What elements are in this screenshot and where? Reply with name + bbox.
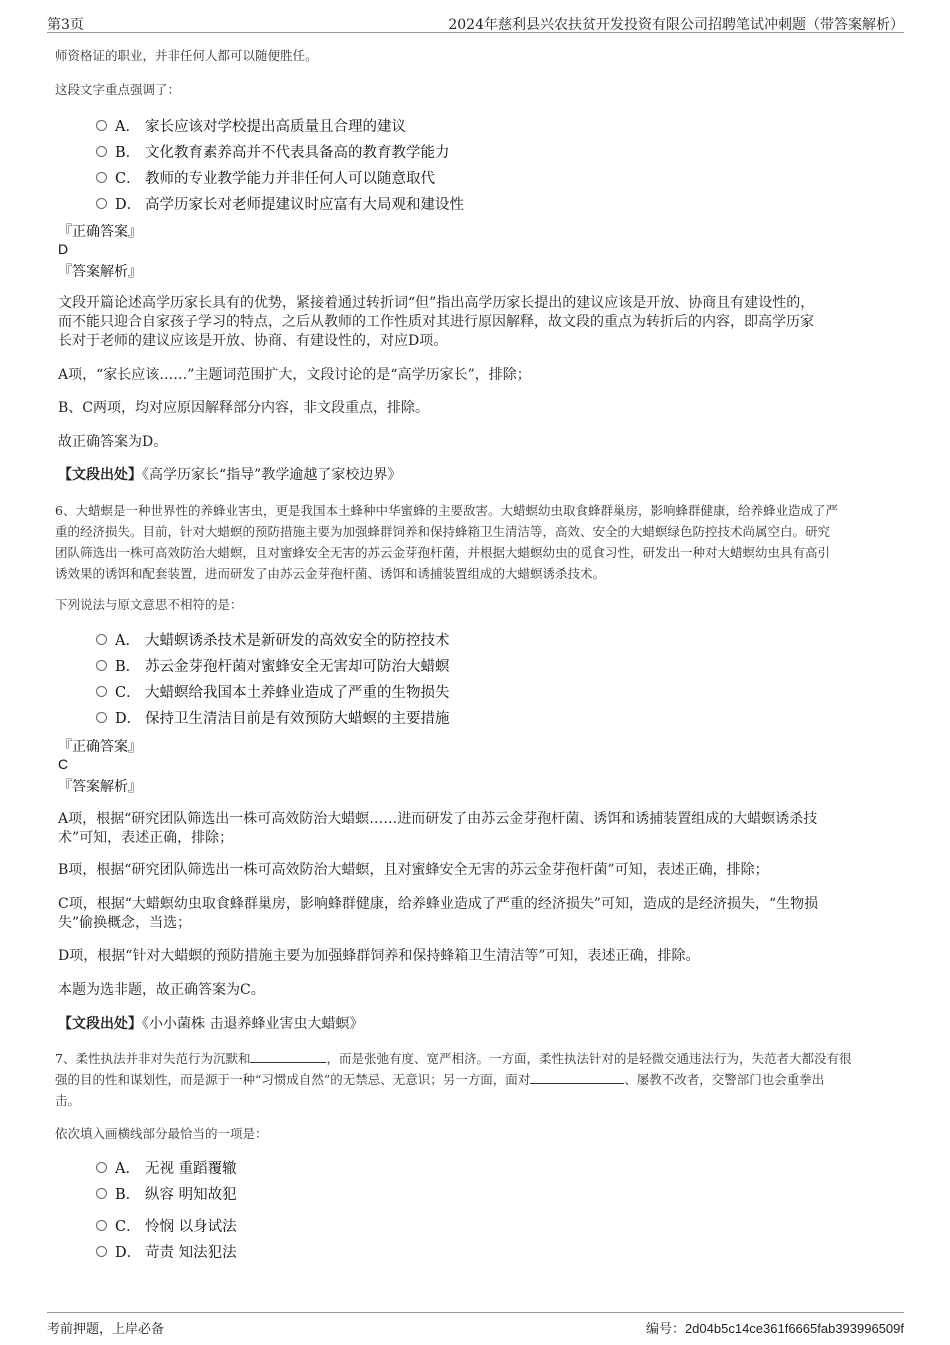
answer-label: 『正确答案』 (58, 739, 142, 755)
document-title: 2024年慈利县兴农扶贫开发投资有限公司招聘笔试冲刺题（带答案解析） (448, 17, 904, 33)
analysis-label: 『答案解析』 (58, 264, 142, 280)
radio-icon[interactable] (96, 660, 107, 671)
analysis-text: 文段开篇论述高学历家长具有的优势，紧接着通过转折词“但”指出高学历家长提出的建议应该是开放、协商且有建设性的， 而不能只迎合自家孩子学习的特点，之后从教师的工作性质对其进行原因解释，故文段的重点为转折后的内容，即高学历家 长对于老师的建议应该是开放、协商、有建设性的，对应D项。 (58, 295, 815, 349)
question-passage: 6、大蜡螟是一种世界性的养蜂业害虫，更是我国本土蜂种中华蜜蜂的主要敌害。大蜡螟幼虫取食蜂群巢房，影响蜂群健康，给养蜂业造成了严 重的经济损失。目前，针对大蜡螟的预防措施主要为加强蜂群饲养和保持蜂箱卫生清洁等，高效、安全的大蜡螟绿色防控技术尚属空白。研究 团队筛选出一株可高效防治大蜡螟，且对蜜蜂安全无害的苏云金芽孢杆菌，并根据大蜡螟幼虫的觅食习性，研发出一种对大蜡螟幼虫具有高引 诱效果的诱饵和配套装置，进而研发了由苏云金芽孢杆菌、诱饵和诱捕装置组成的大蜡螟诱杀技术。 (55, 503, 838, 581)
option-c[interactable]: C． 怜悯 以身试法 (96, 1215, 237, 1235)
option-b[interactable]: B． 文化教育素养高并不代表具备高的教育教学能力 (96, 141, 450, 161)
radio-icon[interactable] (96, 712, 107, 723)
radio-icon[interactable] (96, 146, 107, 157)
fill-blank-2[interactable] (530, 1070, 624, 1084)
option-b[interactable]: B． 纵容 明知故犯 (96, 1183, 237, 1203)
radio-icon[interactable] (96, 172, 107, 183)
option-d[interactable]: D． 苛责 知法犯法 (96, 1241, 237, 1261)
radio-icon[interactable] (96, 1220, 107, 1231)
answer-value: C (58, 756, 69, 772)
footer-slogan: 考前押题，上岸必备 (47, 1322, 165, 1337)
analysis-a: A项，“家长应该……”主题词范围扩大，文段讨论的是“高学历家长”，排除； (58, 367, 531, 383)
question-stem: 这段文字重点强调了： (55, 82, 181, 97)
passage-tail: 师资格证的职业，并非任何人都可以随便胜任。 (55, 48, 318, 63)
conclusion: 故正确答案为D。 (58, 434, 168, 450)
radio-icon[interactable] (96, 686, 107, 697)
question-stem: 依次填入画横线部分最恰当的一项是： (55, 1126, 268, 1141)
source: 【文段出处】《小小菌株 击退养蜂业害虫大蜡螟》 (58, 1016, 364, 1032)
option-a[interactable]: A． 大蜡螟诱杀技术是新研发的高效安全的防控技术 (96, 629, 450, 649)
option-a[interactable]: A． 无视 重蹈覆辙 (96, 1157, 237, 1177)
analysis-bc: B、C两项，均对应原因解释部分内容，非文段重点，排除。 (58, 400, 429, 416)
answer-label: 『正确答案』 (58, 224, 142, 240)
analysis-d: D项，根据“针对大蜡螟的预防措施主要为加强蜂群饲养和保持蜂箱卫生清洁等”可知，表述正确，排除。 (58, 948, 700, 964)
radio-icon[interactable] (96, 198, 107, 209)
analysis-a: A项，根据“研究团队筛选出一株可高效防治大蜡螟……进而研发了由苏云金芽孢杆菌、诱饵和诱捕装置组成的大蜡螟诱杀技 术”可知，表述正确，排除； (58, 811, 818, 846)
answer-value: D (58, 241, 69, 257)
question-passage: 7、柔性执法并非对失范行为沉默和 ，而是张弛有度、宽严相济。一方面，柔性执法针对的是轻微交通违法行为，失范者大都没有很 强的目的性和谋划性，而是源于一种“习惯成自然”的无禁忌、无意识；另一方面，面对 、屡教不改者，交警部门也会重拳出 击。 (55, 1051, 852, 1108)
analysis-b: B项，根据“研究团队筛选出一株可高效防治大蜡螟，且对蜜蜂安全无害的苏云金芽孢杆菌”可知，表述正确，排除； (58, 862, 769, 878)
option-d[interactable]: D． 高学历家长对老师提建议时应富有大局观和建设性 (96, 193, 464, 213)
radio-icon[interactable] (96, 1162, 107, 1173)
analysis-label: 『答案解析』 (58, 779, 142, 795)
fill-blank-1[interactable] (250, 1049, 326, 1063)
radio-icon[interactable] (96, 634, 107, 645)
radio-icon[interactable] (96, 120, 107, 131)
option-d[interactable]: D． 保持卫生清洁目前是有效预防大蜡螟的主要措施 (96, 707, 450, 727)
radio-icon[interactable] (96, 1188, 107, 1199)
conclusion: 本题为选非题，故正确答案为C。 (58, 982, 265, 998)
document-code: 编号：2d04b5c14ce361f6665fab393996509f (645, 1321, 904, 1337)
page-header (47, 12, 904, 33)
page-footer (47, 1312, 904, 1337)
page-number: 第3页 (47, 17, 84, 33)
option-b[interactable]: B． 苏云金芽孢杆菌对蜜蜂安全无害却可防治大蜡螟 (96, 655, 450, 675)
option-c[interactable]: C． 教师的专业教学能力并非任何人可以随意取代 (96, 167, 435, 187)
analysis-c: C项，根据“大蜡螟幼虫取食蜂群巢房，影响蜂群健康，给养蜂业造成了严重的经济损失”可知，造成的是经济损失，“生物损 失”偷换概念，当选； (58, 896, 819, 931)
option-c[interactable]: C． 大蜡螟给我国本土养蜂业造成了严重的生物损失 (96, 681, 450, 701)
source: 【文段出处】《高学历家长“指导”教学逾越了家校边界》 (58, 467, 402, 483)
option-a[interactable]: A． 家长应该对学校提出高质量且合理的建议 (96, 115, 406, 135)
question-stem: 下列说法与原文意思不相符的是： (55, 597, 243, 612)
radio-icon[interactable] (96, 1246, 107, 1257)
